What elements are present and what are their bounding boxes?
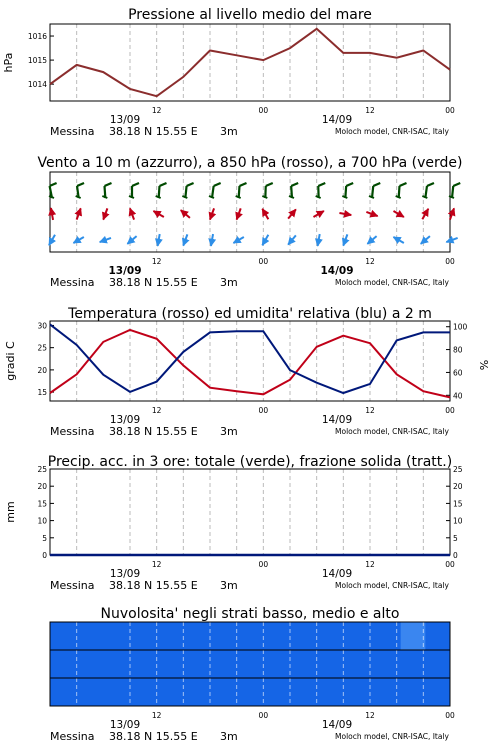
model-credit: Moloch model, CNR-ISAC, Italy <box>335 427 450 436</box>
barb-staff <box>212 186 214 198</box>
barb-tip <box>76 196 81 198</box>
wind-barb-700hpa <box>369 183 380 198</box>
place-elevation: 3m <box>220 276 238 289</box>
barb-tip <box>156 196 161 198</box>
time-tick-label: 00 <box>445 560 455 569</box>
y-tick-label: 5 <box>42 534 47 543</box>
y-tick-label: 0 <box>42 551 47 560</box>
place-name: Messina <box>50 276 95 289</box>
barb-tip <box>102 196 107 198</box>
wind-arrow-10m <box>288 235 296 244</box>
panel-title: Precip. acc. in 3 ore: totale (verde), frazione solida (tratt.) <box>48 454 452 470</box>
time-tick-label: 12 <box>365 711 375 720</box>
time-tick-label: 12 <box>152 560 162 569</box>
y-tick-label: 25 <box>37 465 47 474</box>
wind-barb-700hpa <box>236 183 247 198</box>
barb-flag <box>214 183 221 186</box>
wind-barb-700hpa <box>289 183 298 198</box>
panel-title: Pressione al livello medio del mare <box>128 7 372 23</box>
barb-staff <box>425 186 427 198</box>
date-label: 14/09 <box>322 719 352 731</box>
wind-barb-700hpa <box>102 183 111 198</box>
barb-flag <box>266 183 273 186</box>
barb-tip <box>316 196 321 198</box>
y-tick-label-right: 40 <box>453 391 463 400</box>
wind-arrow-10m <box>318 234 320 246</box>
time-tick-label: 00 <box>259 560 269 569</box>
y-tick-label: 15 <box>37 388 47 397</box>
wind-arrow-10m <box>367 236 376 244</box>
date-label: 14/09 <box>322 414 352 426</box>
date-label: 14/09 <box>322 114 352 126</box>
place-coords: 38.18 N 15.55 E <box>109 125 198 138</box>
y-axis-label: mm <box>4 501 17 522</box>
wind-barb-700hpa <box>49 183 57 198</box>
model-credit: Moloch model, CNR-ISAC, Italy <box>335 732 450 741</box>
time-tick-label: 00 <box>445 711 455 720</box>
place-name: Messina <box>50 425 95 438</box>
y-tick-label-right: 100 <box>453 323 468 332</box>
wind-arrow-850hpa <box>153 211 163 217</box>
y-axis-label: hPa <box>2 53 15 73</box>
barb-tip <box>342 196 347 198</box>
time-tick-label: 12 <box>152 257 162 266</box>
barb-tip <box>396 196 401 198</box>
wind-barb-700hpa <box>422 183 434 198</box>
barb-tip <box>129 196 134 198</box>
y-tick-label: 30 <box>37 321 47 330</box>
wind-arrow-850hpa <box>237 208 241 219</box>
wind-barb-700hpa <box>449 183 460 198</box>
model-credit: Moloch model, CNR-ISAC, Italy <box>335 278 450 287</box>
cloud-heatmap <box>50 622 450 706</box>
wind-barb-700hpa <box>182 183 193 198</box>
wind-arrow-850hpa <box>77 208 81 219</box>
place-name: Messina <box>50 730 95 743</box>
date-label: 14/09 <box>320 265 353 277</box>
place-name: Messina <box>50 579 95 592</box>
barb-flag <box>50 183 57 186</box>
place-elevation: 3m <box>220 125 238 138</box>
barb-tip <box>289 196 294 198</box>
barb-tip <box>262 196 267 198</box>
time-tick-label: 00 <box>259 106 269 115</box>
time-tick-label: 00 <box>445 257 455 266</box>
y-tick-label-right: 5 <box>453 534 458 543</box>
place-coords: 38.18 N 15.55 E <box>109 425 198 438</box>
wind-barb-700hpa <box>396 183 407 198</box>
wind-arrow-850hpa <box>366 212 377 216</box>
wind-barb-700hpa <box>129 183 139 198</box>
place-coords: 38.18 N 15.55 E <box>109 579 198 592</box>
barb-flag <box>104 183 111 186</box>
place-coords: 38.18 N 15.55 E <box>109 730 198 743</box>
wind-arrow-10m <box>158 234 160 246</box>
y-tick-label: 1015 <box>28 56 47 65</box>
time-tick-label: 00 <box>259 406 269 415</box>
y-tick-label: 10 <box>37 517 47 526</box>
wind-arrow-10m <box>73 237 83 243</box>
model-credit: Moloch model, CNR-ISAC, Italy <box>335 581 450 590</box>
place-coords: 38.18 N 15.55 E <box>109 276 198 289</box>
date-label: 14/09 <box>322 568 352 580</box>
y-tick-label: 20 <box>37 482 47 491</box>
humidity-line <box>50 324 450 393</box>
panel-title: Vento a 10 m (azzurro), a 850 hPa (rosso), a 700 hPa (verde) <box>37 155 462 171</box>
barb-flag <box>427 183 434 186</box>
y-tick-label: 15 <box>37 499 47 508</box>
wind-arrow-10m <box>421 236 430 244</box>
wind-barb-700hpa <box>316 183 326 198</box>
wind-arrow-10m <box>127 236 136 244</box>
wind-arrow-850hpa <box>393 211 403 217</box>
barb-flag <box>291 183 298 186</box>
y-tick-label-right: 60 <box>453 368 463 377</box>
time-tick-label: 12 <box>152 711 162 720</box>
wind-barb-700hpa <box>342 183 353 198</box>
y-tick-label: 20 <box>37 366 47 375</box>
wind-arrow-850hpa <box>313 211 323 217</box>
y-axis-label: gradi C <box>4 341 17 381</box>
barb-flag <box>187 183 194 186</box>
time-tick-label: 12 <box>365 106 375 115</box>
place-name: Messina <box>50 125 95 138</box>
y-tick-label: 25 <box>37 344 47 353</box>
barb-flag <box>453 183 460 186</box>
wind-arrow-10m <box>343 234 347 245</box>
time-tick-label: 00 <box>259 711 269 720</box>
wind-barb-700hpa <box>209 183 221 198</box>
panel-frame <box>50 469 450 555</box>
date-label: 13/09 <box>110 568 140 580</box>
time-tick-label: 12 <box>152 406 162 415</box>
barb-flag <box>132 183 139 186</box>
wind-arrow-850hpa <box>181 210 190 218</box>
y-tick-label-right: 25 <box>453 465 463 474</box>
barb-flag <box>240 183 247 186</box>
panel-title: Nuvolosita' negli strati basso, medio e alto <box>101 606 400 622</box>
y-tick-label-right: 80 <box>453 346 463 355</box>
panel-frame <box>50 321 450 401</box>
wind-arrow-10m <box>446 238 457 242</box>
y-tick-label: 1014 <box>28 80 47 89</box>
wind-arrow-850hpa <box>339 213 351 215</box>
y-tick-label: 1016 <box>28 32 47 41</box>
cloud-cell-highlight <box>401 622 426 650</box>
time-tick-label: 12 <box>365 560 375 569</box>
wind-barb-700hpa <box>156 183 167 198</box>
wind-arrow-850hpa <box>210 208 214 219</box>
time-tick-label: 00 <box>445 406 455 415</box>
place-elevation: 3m <box>220 730 238 743</box>
time-tick-label: 12 <box>365 257 375 266</box>
time-tick-label: 00 <box>445 106 455 115</box>
time-tick-label: 00 <box>259 257 269 266</box>
time-tick-label: 12 <box>365 406 375 415</box>
date-label: 13/09 <box>110 114 140 126</box>
wind-arrow-850hpa <box>103 208 107 219</box>
wind-arrow-10m <box>100 238 111 242</box>
wind-arrow-10m <box>233 237 243 243</box>
barb-flag <box>373 183 380 186</box>
barb-flag <box>77 183 84 186</box>
temperature-line <box>50 330 450 398</box>
time-tick-label: 12 <box>152 106 162 115</box>
place-elevation: 3m <box>220 425 238 438</box>
wind-arrow-850hpa <box>288 209 296 218</box>
barb-flag <box>318 183 325 186</box>
panel-title: Temperatura (rosso) ed umidita' relativa (blu) a 2 m <box>67 306 432 322</box>
barb-flag <box>346 183 353 186</box>
wind-arrow-10m <box>211 234 213 246</box>
barb-flag <box>400 183 407 186</box>
barb-tip <box>236 196 241 198</box>
y-axis-label-right: % <box>478 360 491 370</box>
wind-arrow-850hpa <box>51 208 53 220</box>
wind-arrow-10m <box>393 237 403 243</box>
pressure-line <box>50 29 450 96</box>
wind-barb-700hpa <box>76 183 84 198</box>
y-tick-label-right: 15 <box>453 499 463 508</box>
model-credit: Moloch model, CNR-ISAC, Italy <box>335 127 450 136</box>
panel-frame <box>50 24 450 101</box>
date-label: 13/09 <box>110 414 140 426</box>
wind-arrow-10m <box>183 234 187 245</box>
wind-arrow-850hpa <box>450 208 454 219</box>
place-elevation: 3m <box>220 579 238 592</box>
date-label: 13/09 <box>108 265 141 277</box>
cloud-cell-background <box>50 622 450 706</box>
date-label: 13/09 <box>110 719 140 731</box>
y-tick-label-right: 20 <box>453 482 463 491</box>
y-tick-label-right: 0 <box>453 551 458 560</box>
wind-arrow-850hpa <box>130 208 134 219</box>
wind-barb-700hpa <box>262 183 272 198</box>
y-tick-label-right: 10 <box>453 517 463 526</box>
barb-flag <box>160 183 167 186</box>
